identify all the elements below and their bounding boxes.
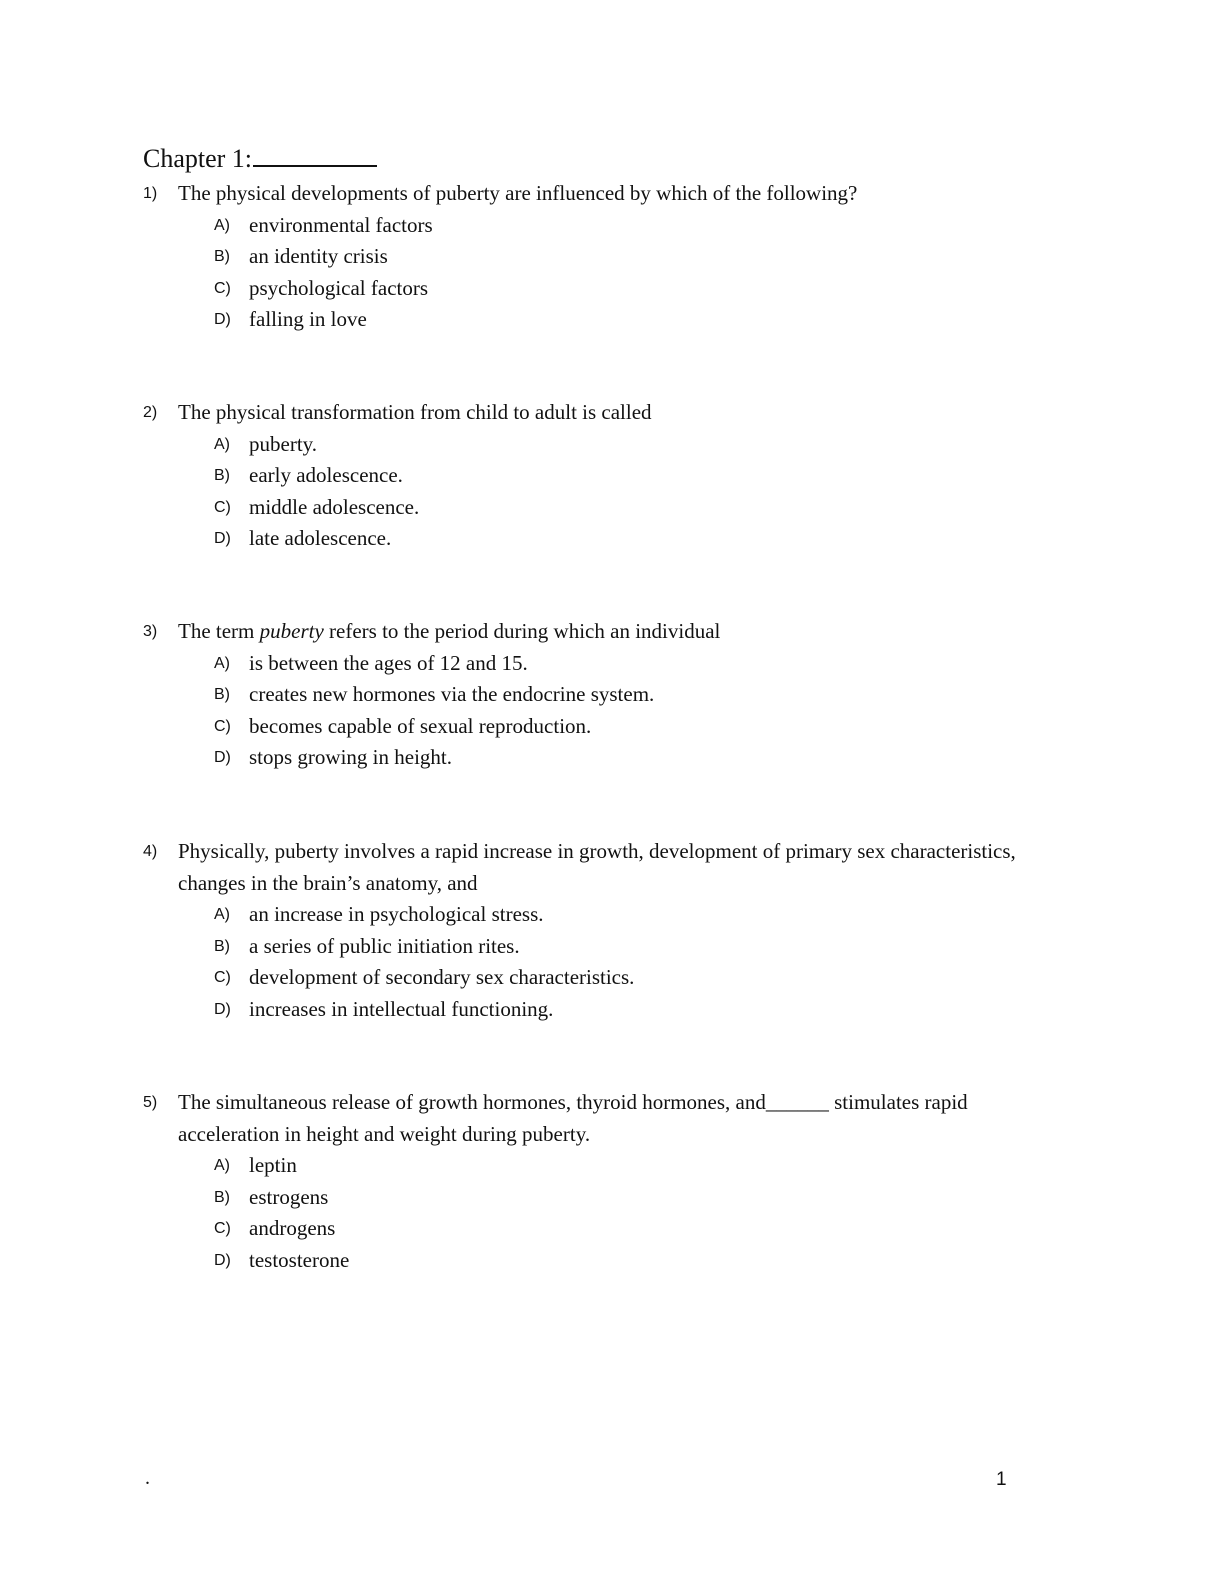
option-letter: B) — [214, 248, 230, 265]
option-letter: D) — [214, 530, 231, 547]
option-text: early adolescence. — [249, 463, 403, 487]
option-text: an identity crisis — [249, 244, 388, 268]
option-letter: C) — [214, 969, 231, 986]
question-5 — [143, 1087, 1043, 1276]
answer-option-b — [143, 931, 1043, 963]
question-stem — [143, 616, 1043, 648]
option-letter: C) — [214, 498, 231, 516]
option-text: late adolescence. — [249, 526, 392, 550]
option-letter: C) — [214, 279, 231, 297]
answer-options — [143, 210, 1043, 336]
option-letter: A) — [214, 1157, 230, 1174]
question-text: Physically, puberty involves a rapid increase in growth, development of primary sex characteristics, changes in the brain’s anatomy, and — [178, 839, 1016, 895]
question-stem — [143, 836, 1043, 899]
answer-option-b — [143, 460, 1043, 492]
option-letter: C) — [214, 717, 231, 735]
question-text: The physical transformation from child to adult is called — [178, 400, 652, 424]
answer-option-a — [143, 648, 1043, 680]
option-letter: A) — [214, 654, 230, 672]
option-letter: B) — [214, 686, 230, 703]
answer-option-d — [143, 523, 1043, 555]
answer-option-d — [143, 742, 1043, 774]
question-text: The simultaneous release of growth hormones, thyroid hormones, and______ stimulates rapid acceleration in height and weight during puberty. — [178, 1090, 968, 1146]
answer-option-c — [143, 962, 1043, 994]
answer-options — [143, 429, 1043, 555]
option-text: androgens — [249, 1216, 336, 1240]
option-text: stops growing in height. — [249, 745, 452, 769]
option-letter: D) — [214, 1251, 231, 1269]
question-number: 4) — [143, 843, 158, 860]
answer-option-d — [143, 994, 1043, 1026]
question-text — [178, 616, 1043, 648]
answer-option-a — [143, 210, 1043, 242]
option-letter: A) — [214, 906, 230, 923]
question-2 — [143, 397, 1043, 555]
option-letter: B) — [214, 937, 230, 955]
answer-option-b — [143, 679, 1043, 711]
answer-option-b — [143, 241, 1043, 273]
answer-option-c — [143, 273, 1043, 305]
question-stem — [143, 1087, 1043, 1150]
option-text: environmental factors — [249, 212, 433, 237]
option-text: falling in love — [249, 307, 367, 331]
question-stem — [143, 397, 1043, 429]
question-4 — [143, 836, 1043, 1025]
option-letter: A) — [214, 435, 230, 453]
question-number: 3) — [143, 623, 158, 640]
option-letter: A) — [214, 216, 230, 234]
answer-option-d — [143, 1245, 1043, 1277]
answer-options — [143, 899, 1043, 1025]
option-text: creates new hormones via the endocrine system. — [249, 682, 655, 706]
answer-option-c — [143, 711, 1043, 743]
chapter-heading-text: Chapter 1: — [143, 144, 253, 173]
option-text: estrogens — [249, 1184, 329, 1209]
option-letter: D) — [214, 1000, 231, 1018]
answer-option-a — [143, 429, 1043, 461]
question-text: The physical developments of puberty are influenced by which of the following? — [178, 181, 858, 205]
page-number: 1 — [996, 1469, 1007, 1490]
answer-options — [143, 648, 1043, 774]
option-text: becomes capable of sexual reproduction. — [249, 713, 592, 738]
answer-option-c — [143, 1213, 1043, 1245]
question-text-before: The term — [178, 619, 260, 643]
answer-option-b — [143, 1182, 1043, 1214]
question-text-italic-term: puberty — [259, 619, 324, 643]
option-text: puberty. — [249, 431, 318, 456]
option-text: an increase in psychological stress. — [249, 902, 544, 926]
option-text: development of secondary sex characteristics. — [249, 965, 635, 989]
answer-option-c — [143, 492, 1043, 524]
option-text: is between the ages of 12 and 15. — [249, 650, 528, 675]
option-text: middle adolescence. — [249, 494, 420, 519]
question-number: 1) — [143, 185, 158, 202]
question-3 — [143, 616, 1043, 774]
footer-mark: . — [145, 1467, 150, 1489]
answer-option-d — [143, 304, 1043, 336]
option-letter: D) — [214, 311, 231, 328]
question-1 — [143, 178, 1043, 336]
chapter-title-blank — [253, 143, 377, 167]
question-number: 2) — [143, 404, 158, 421]
answer-options — [143, 1150, 1043, 1276]
option-text: psychological factors — [249, 275, 429, 300]
option-text: a series of public initiation rites. — [249, 933, 520, 958]
option-letter: B) — [214, 1188, 230, 1206]
option-letter: C) — [214, 1220, 231, 1237]
answer-option-a — [143, 899, 1043, 931]
question-stem — [143, 178, 1043, 210]
answer-option-a — [143, 1150, 1043, 1182]
question-text-after: refers to the period during which an individual — [323, 619, 721, 643]
option-text: testosterone — [249, 1247, 350, 1272]
chapter-heading — [143, 142, 377, 176]
option-text: increases in intellectual functioning. — [249, 996, 554, 1021]
question-number: 5) — [143, 1094, 158, 1111]
option-letter: B) — [214, 467, 230, 484]
option-letter: D) — [214, 749, 231, 766]
option-text: leptin — [249, 1153, 297, 1177]
